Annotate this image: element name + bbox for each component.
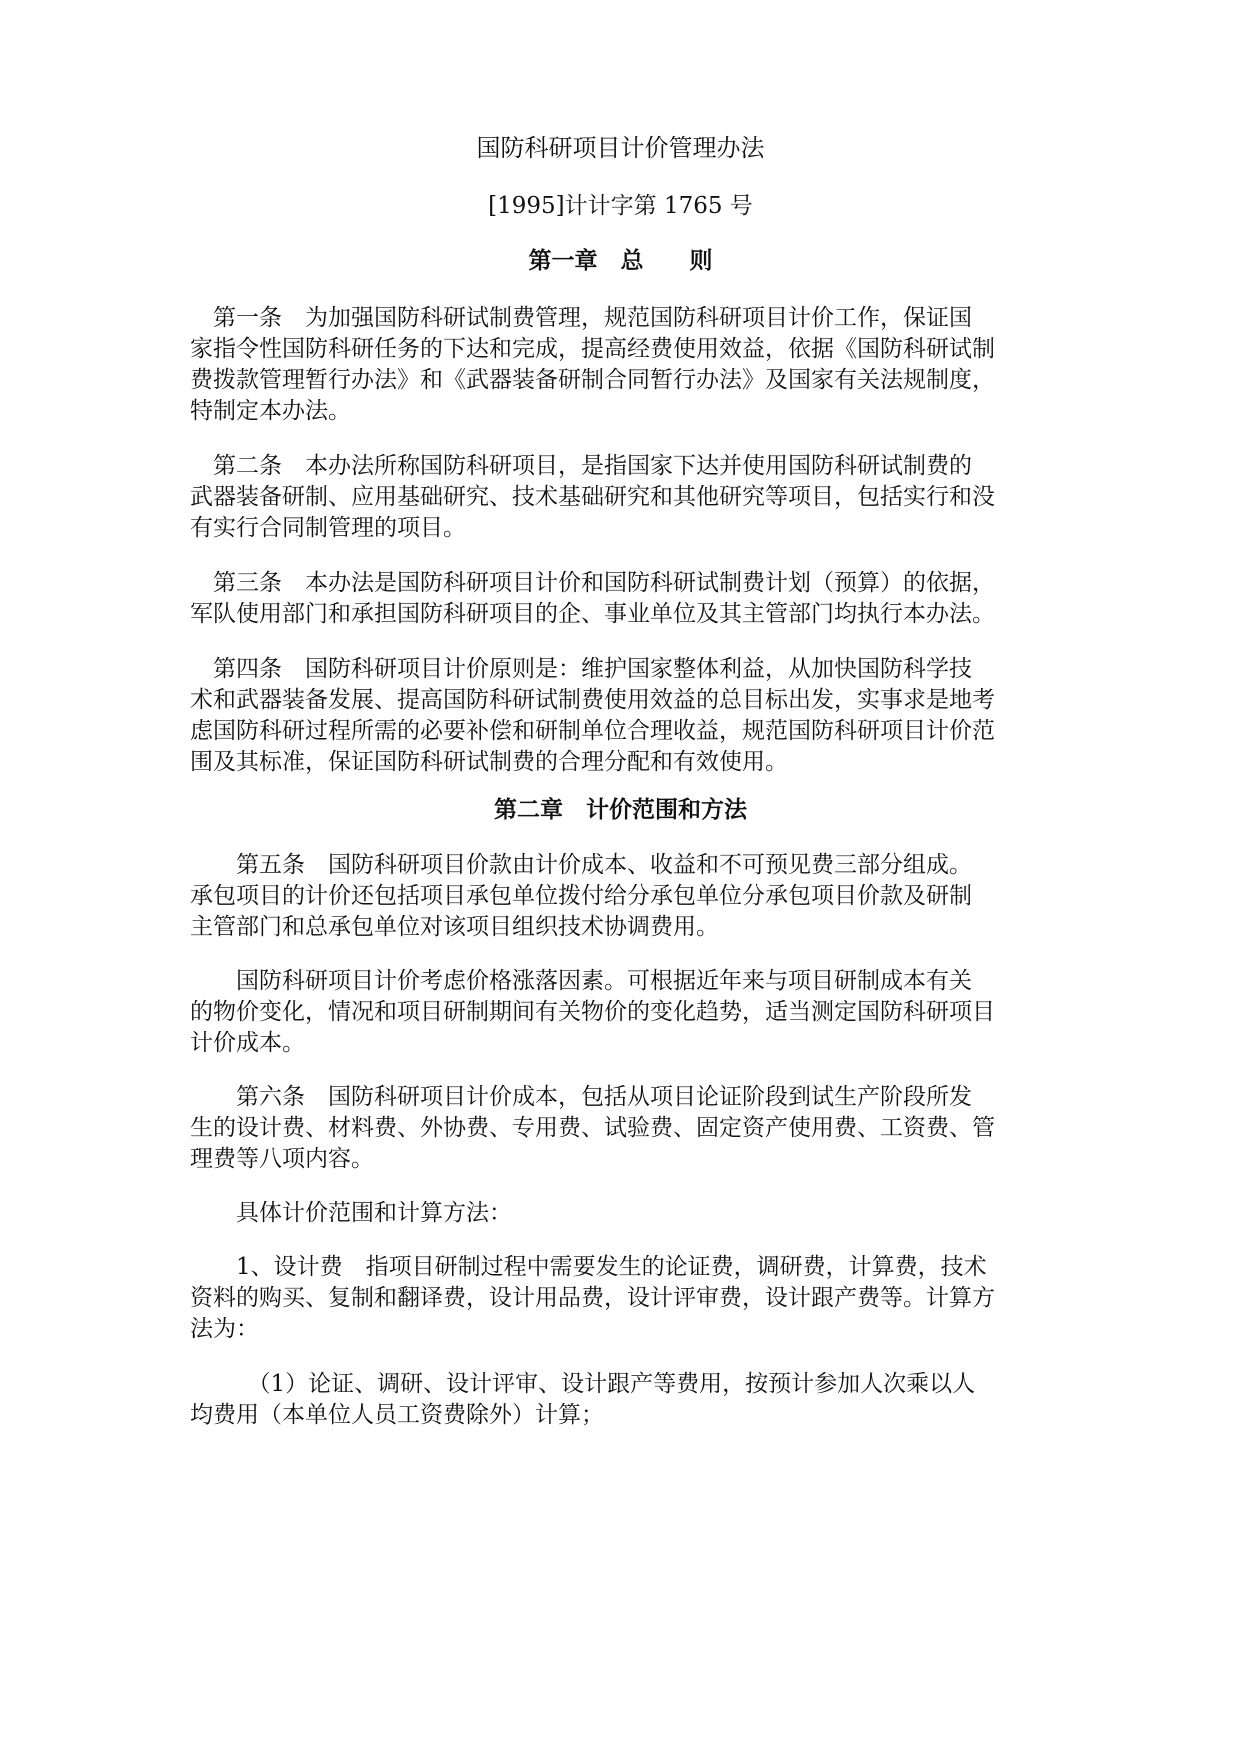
article-3-line: 军队使用部门和承担国防科研项目的企、事业单位及其主管部门均执行本办法。: [190, 601, 995, 627]
article-3-line: 第三条 本办法是国防科研项目计价和国防科研试制费计划（预算）的依据，: [190, 570, 995, 596]
methods-paragraph-line: 具体计价范围和计算方法：: [190, 1200, 512, 1226]
item-1-line: 法为：: [190, 1316, 259, 1342]
article-4-line: 围及其标准，保证国防科研试制费的合理分配和有效使用。: [190, 749, 788, 775]
article-5-line: 承包项目的计价还包括项目承包单位拨付给分承包单位分承包项目价款及研制: [190, 883, 972, 909]
article-1-line: 费拨款管理暂行办法》和《武器装备研制合同暂行办法》及国家有关法规制度，: [190, 367, 995, 393]
article-1-line: 家指令性国防科研任务的下达和完成，提高经费使用效益，依据《国防科研试制: [190, 336, 995, 362]
item-1-sub-1-line: 均费用（本单位人员工资费除外）计算；: [190, 1402, 604, 1428]
article-4-line: 第四条 国防科研项目计价原则是：维护国家整体利益，从加快国防科学技: [190, 656, 972, 682]
article-2-line: 武器装备研制、应用基础研究、技术基础研究和其他研究等项目，包括实行和没: [190, 484, 995, 510]
chapter-2-heading: 第二章 计价范围和方法: [494, 796, 747, 823]
article-1-line: 特制定本办法。: [190, 398, 351, 424]
document-title: 国防科研项目计价管理办法: [476, 134, 765, 162]
article-5-line: 第五条 国防科研项目价款由计价成本、收益和不可预见费三部分组成。: [190, 852, 972, 878]
item-1-sub-1-line: （1）论证、调研、设计评审、设计跟产等费用，按预计参加人次乘以人: [190, 1371, 976, 1397]
article-4-line: 虑国防科研过程所需的必要补偿和研制单位合理收益，规范国防科研项目计价范: [190, 718, 995, 744]
chapter-1-heading: 第一章 总 则: [528, 247, 713, 274]
item-1-line: 1、设计费 指项目研制过程中需要发生的论证费，调研费，计算费，技术: [190, 1254, 987, 1280]
article-6-line: 第六条 国防科研项目计价成本，包括从项目论证阶段到试生产阶段所发: [190, 1084, 972, 1110]
article-2-line: 第二条 本办法所称国防科研项目，是指国家下达并使用国防科研试制费的: [190, 453, 972, 479]
price-paragraph-line: 的物价变化，情况和项目研制期间有关物价的变化趋势，适当测定国防科研项目: [190, 999, 995, 1025]
price-paragraph-line: 国防科研项目计价考虑价格涨落因素。可根据近年来与项目研制成本有关: [190, 968, 972, 994]
document-number: [1995]计计字第 1765 号: [488, 193, 753, 219]
article-2-line: 有实行合同制管理的项目。: [190, 515, 466, 541]
item-1-line: 资料的购买、复制和翻译费，设计用品费，设计评审费，设计跟产费等。计算方: [190, 1285, 995, 1311]
price-paragraph-line: 计价成本。: [190, 1030, 305, 1056]
article-6-line: 理费等八项内容。: [190, 1146, 374, 1172]
article-6-line: 生的设计费、材料费、外协费、专用费、试验费、固定资产使用费、工资费、管: [190, 1115, 995, 1141]
article-5-line: 主管部门和总承包单位对该项目组织技术协调费用。: [190, 914, 719, 940]
article-4-line: 术和武器装备发展、提高国防科研试制费使用效益的总目标出发，实事求是地考: [190, 687, 995, 713]
article-1-line: 第一条 为加强国防科研试制费管理，规范国防科研项目计价工作，保证国: [190, 305, 972, 331]
